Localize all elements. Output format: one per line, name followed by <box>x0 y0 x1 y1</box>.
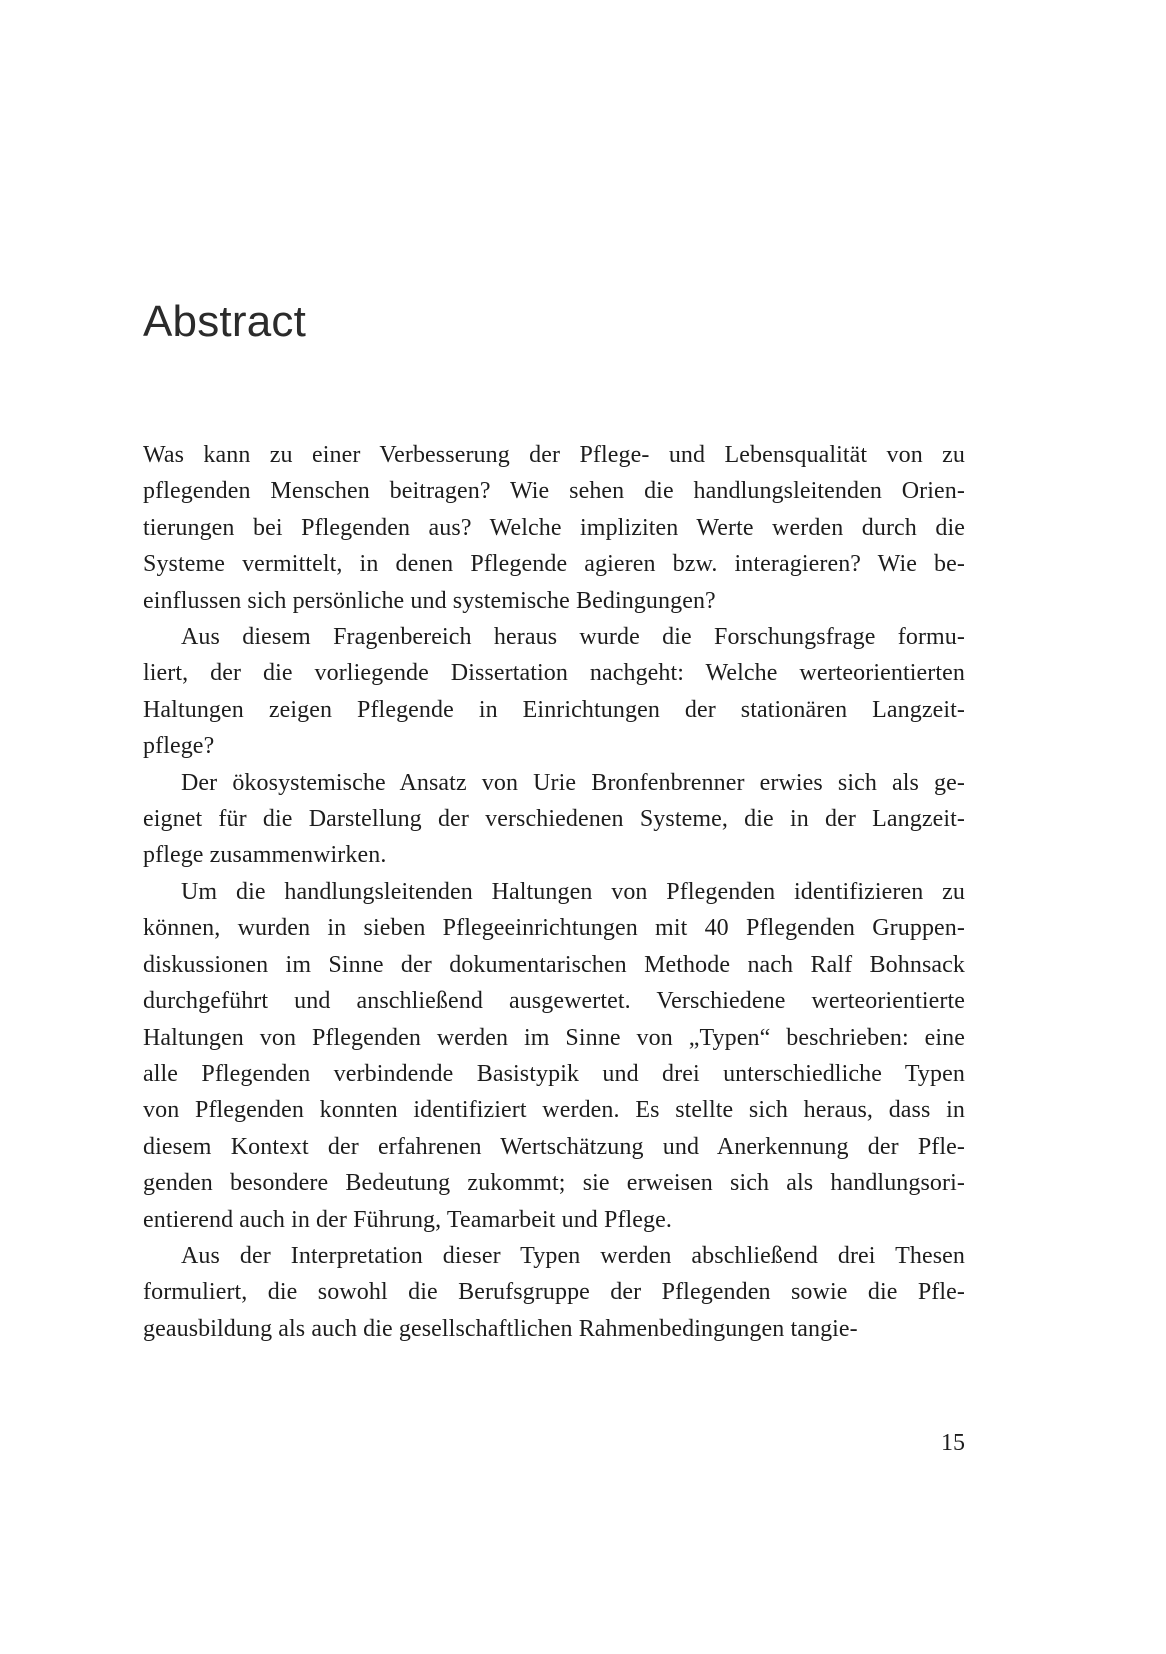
paragraph <box>143 437 965 619</box>
text-line: genden besondere Bedeutung zukommt; sie erweisen sich als handlungsori- <box>143 1170 965 1197</box>
text-line: Aus diesem Fragenbereich heraus wurde die Forschungsfrage formu- <box>181 624 965 651</box>
page-title: Abstract <box>143 297 306 347</box>
text-line: liert, der die vorliegende Dissertation nachgeht: Welche werteorientierten <box>143 660 965 687</box>
text-line: geausbildung als auch die gesellschaftlichen Rahmenbedingungen tangie- <box>143 1315 858 1342</box>
text-line: Haltungen zeigen Pflegende in Einrichtungen der stationären Langzeit- <box>143 696 965 723</box>
text-line: entierend auch in der Führung, Teamarbeit und Pflege. <box>143 1206 673 1233</box>
text-line: diesem Kontext der erfahrenen Wertschätzung und Anerkennung der Pfle- <box>143 1133 965 1160</box>
text-line: Systeme vermittelt, in denen Pflegende agieren bzw. interagieren? Wie be- <box>143 551 965 578</box>
text-line: von Pflegenden konnten identifiziert werden. Es stellte sich heraus, dass in <box>143 1097 965 1124</box>
text-line: einflussen sich persönliche und systemische Bedingungen? <box>143 587 716 614</box>
text-line: tierungen bei Pflegenden aus? Welche impliziten Werte werden durch die <box>143 514 965 541</box>
page-number: 15 <box>941 1430 965 1456</box>
paragraph <box>143 765 965 874</box>
text-line: können, wurden in sieben Pflegeeinrichtungen mit 40 Pflegenden Gruppen- <box>143 915 965 942</box>
text-line: Um die handlungsleitenden Haltungen von Pflegenden identifizieren zu <box>181 878 965 905</box>
paragraph <box>143 874 965 1238</box>
text-line: formuliert, die sowohl die Berufsgruppe der Pflegenden sowie die Pfle- <box>143 1279 965 1306</box>
text-line: pflege zusammenwirken. <box>143 842 387 869</box>
text-line: eignet für die Darstellung der verschiedenen Systeme, die in der Langzeit- <box>143 806 965 833</box>
paragraph <box>143 1238 965 1347</box>
body-text <box>143 437 965 1347</box>
paragraph <box>143 619 965 765</box>
text-line: Der ökosystemische Ansatz von Urie Bronfenbrenner erwies sich als ge- <box>181 769 965 796</box>
text-line: pflege? <box>143 733 215 760</box>
text-line: pflegenden Menschen beitragen? Wie sehen die handlungsleitenden Orien- <box>143 478 965 505</box>
text-line: Haltungen von Pflegenden werden im Sinne von „Typen“ beschrieben: eine <box>143 1024 965 1051</box>
text-line: Was kann zu einer Verbesserung der Pflege- und Lebensqualität von zu <box>143 442 965 468</box>
text-line: diskussionen im Sinne der dokumentarischen Methode nach Ralf Bohnsack <box>143 951 965 978</box>
text-line: Aus der Interpretation dieser Typen werden abschließend drei Thesen <box>181 1242 965 1269</box>
text-line: durchgeführt und anschließend ausgewertet. Verschiedene werteorientierte <box>143 988 965 1015</box>
text-line: alle Pflegenden verbindende Basistypik und drei unterschiedliche Typen <box>143 1060 965 1087</box>
